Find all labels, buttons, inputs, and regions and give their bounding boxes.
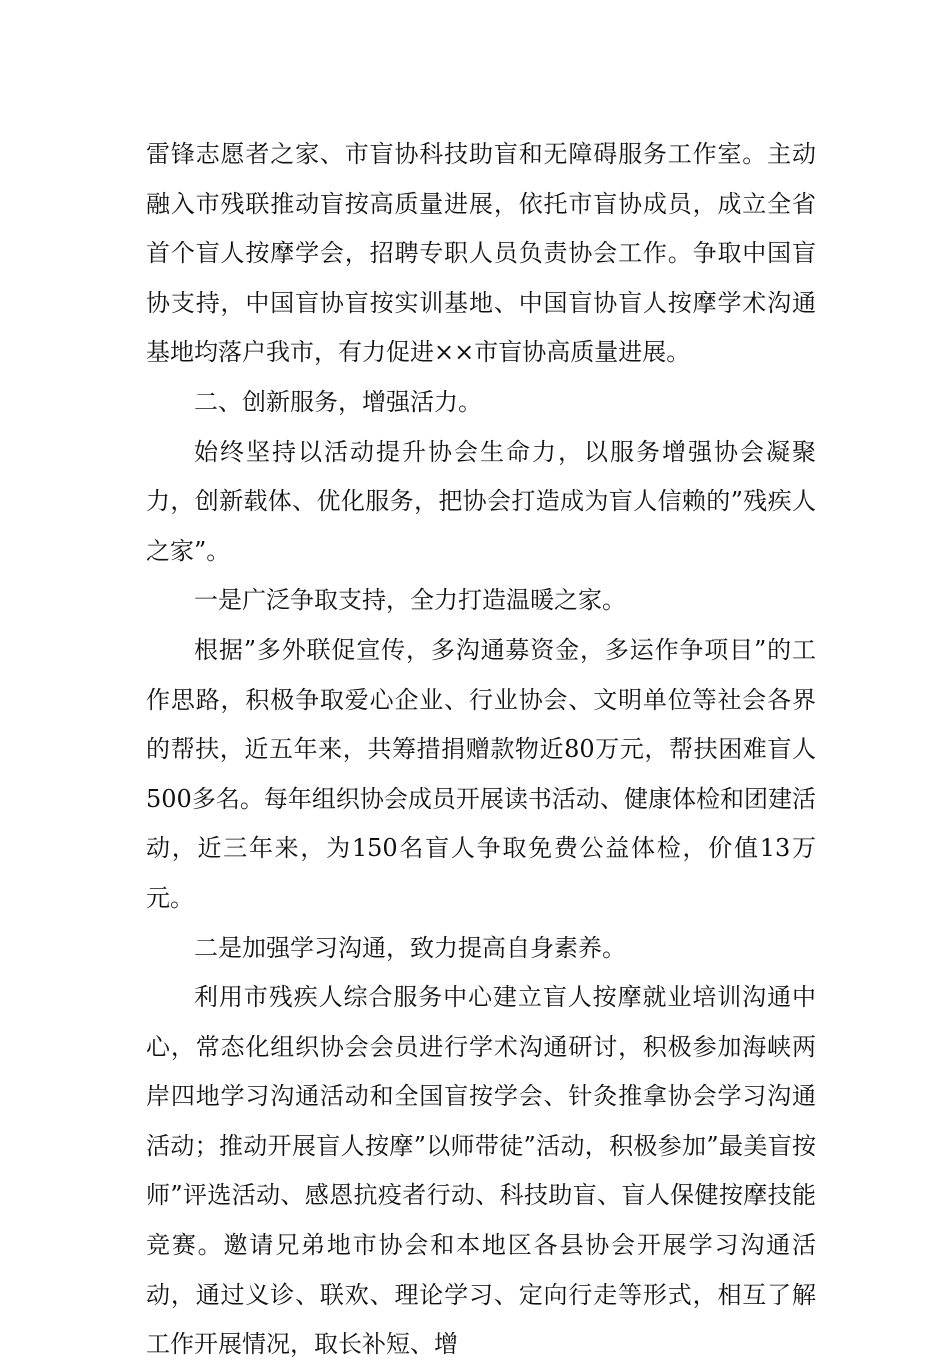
paragraph: 利用市残疾人综合服务中心建立盲人按摩就业培训沟通中心，常态化组织协会会员进行学术沟通研讨，积极参加海峡两岸四地学习沟通活动和全国盲按学会、针灸推拿协会学习沟通活动；推动开展盲人按摩”以师带徒”活动，积极参加”最美盲按师”评选活动、感恩抗疫者行动、科技助盲、盲人保健按摩技能竞赛。邀请兄弟地市协会和本地区各县协会开展学习沟通活动，通过义诊、联欢、理论学习、定向行走等形式，相互了解工作开展情况，取长补短、增	[146, 983, 816, 1359]
paragraph: 雷锋志愿者之家、市盲协科技助盲和无障碍服务工作室。主动融入市残联推动盲按高质量进展，依托市盲协成员，成立全省首个盲人按摩学会，招聘专职人员负责协会工作。争取中国盲协支持，中国盲协盲按实训基地、中国盲协盲人按摩学术沟通基地均落户我市，有力促进××市盲协高质量进展。	[146, 140, 816, 367]
section-heading: 二、创新服务，增强活力。	[194, 387, 482, 416]
subsection-heading: 二是加强学习沟通，致力提高自身素养。	[194, 933, 626, 962]
document-body	[146, 130, 816, 1370]
paragraph: 始终坚持以活动提升协会生命力，以服务增强协会凝聚力，创新载体、优化服务，把协会打造成为盲人信赖的”残疾人之家”。	[146, 437, 816, 565]
paragraph: 根据”多外联促宣传，多沟通募资金，多运作争项目”的工作思路，积极争取爱心企业、行业协会、文明单位等社会各界的帮扶，近五年来，共筹措捐赠款物近80万元，帮扶困难盲人500多名。每年组织协会成员开展读书活动、健康体检和团建活动，近三年来，为150名盲人争取免费公益体检，价值13万元。	[146, 635, 816, 912]
subsection-heading: 一是广泛争取支持，全力打造温暖之家。	[194, 586, 626, 615]
